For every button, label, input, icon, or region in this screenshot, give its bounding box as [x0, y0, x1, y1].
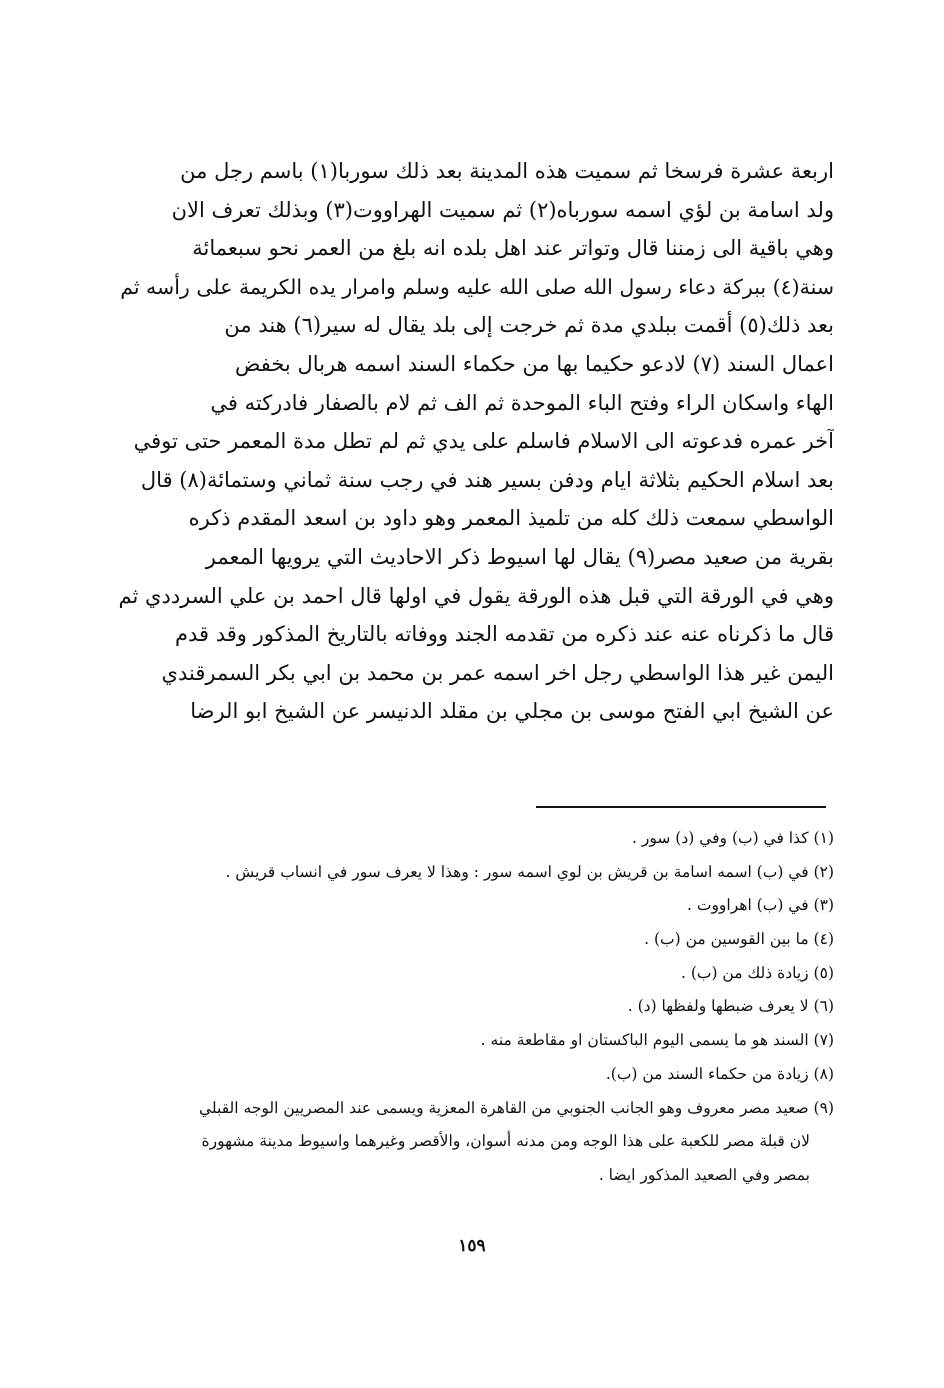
text-line: اربعة عشرة فرسخا ثم سميت هذه المدينة بعد ذلك سوربا(١) باسم رجل من: [180, 159, 834, 183]
text-line: اليمن غير هذا الواسطي رجل اخر اسمه عمر بن محمد بن ابي بكر السمرقندي: [161, 660, 834, 685]
text-line: سنة(٤) ببركة دعاء رسول الله صلى الله عليه وسلم وامرار يده الكريمة على رأسه ثم: [120, 274, 834, 299]
text-line: ولد اسامة بن لؤي اسمه سورباه(٢) ثم سميت الهراووت(٣) وبذلك تعرف الان: [171, 197, 834, 222]
footnote-continuation: لان قبلة مصر للكعبة على هذا الوجه ومن مدنه أسوان، والأقصر وغيرهما واسيوط مدينة مشهورة: [201, 1132, 810, 1151]
footnote-continuation: بمصر وفي الصعيد المذكور ايضا .: [598, 1165, 810, 1184]
text-line: قال ما ذكرناه عنه عند ذكره من تقدمه الجند ووفاته بالتاريخ المذكور وقد قدم: [174, 622, 834, 647]
text-line: الواسطي سمعت ذلك كله من تلميذ المعمر وهو داود بن اسعد المقدم ذكره: [188, 506, 834, 531]
footnote: (٥) زيادة ذلك من (ب) .: [680, 963, 834, 982]
footnote: (٧) السند هو ما يسمى اليوم الباكستان او مقاطعة منه .: [480, 1031, 834, 1050]
footnote: (٩) صعيد مصر معروف وهو الجانب الجنوبي من القاهرة المعزية ويسمى عند المصريين الوجه القبلي: [198, 1098, 834, 1117]
text-line: وهي باقية الى زمننا قال وتواتر عند اهل بلده انه بلغ من العمر نحو سبعمائة: [192, 236, 834, 261]
page-number: ١٥٩: [458, 1236, 486, 1256]
footnote: (٣) في (ب) اهراووت .: [687, 896, 834, 915]
footnote: (٢) في (ب) اسمه اسامة بن قريش بن لوي اسمه سور : وهذا لا يعرف سور في انساب قريش .: [225, 862, 834, 881]
footnotes-section: [116, 822, 834, 1193]
text-line: بقرية من صعيد مصر(٩) يقال لها اسيوط ذكر الاحاديث التي يرويها المعمر: [205, 544, 834, 569]
footnote: (٤) ما بين القوسين من (ب) .: [644, 930, 834, 949]
text-line: بعد اسلام الحكيم بثلاثة ايام ودفن بسير هند في رجب سنة ثماني وستمائة(٨) قال: [140, 467, 834, 492]
footnote: (٦) لا يعرف ضبطها ولفظها (د) .: [627, 997, 834, 1016]
main-text-body: [116, 152, 834, 731]
text-line: بعد ذلك(٥) أقمت ببلدي مدة ثم خرجت إلى بلد يقال له سير(٦) هند من: [224, 313, 834, 338]
text-line: آخر عمره فدعوته الى الاسلام فاسلم على يدي ثم لم تطل مدة المعمر حتى توفي: [133, 429, 834, 454]
footnote-separator: [536, 806, 826, 808]
text-line: الهاء واسكان الراء وفتح الباء الموحدة ثم الف ثم لام بالصفار فادركته في: [210, 390, 834, 415]
text-line: عن الشيخ ابي الفتح موسى بن مجلي بن مقلد الدنيسر عن الشيخ ابو الرضا: [190, 699, 834, 724]
text-line: وهي في الورقة التي قبل هذه الورقة يقول في اولها قال احمد بن علي السرددي ثم: [118, 583, 834, 608]
footnote: (٨) زيادة من حكماء السند من (ب).: [605, 1064, 834, 1083]
footnote: (١) كذا في (ب) وفي (د) سور .: [632, 829, 834, 847]
text-line: اعمال السند (٧) لادعو حكيما بها من حكماء السند اسمه هربال بخفض: [235, 351, 834, 376]
